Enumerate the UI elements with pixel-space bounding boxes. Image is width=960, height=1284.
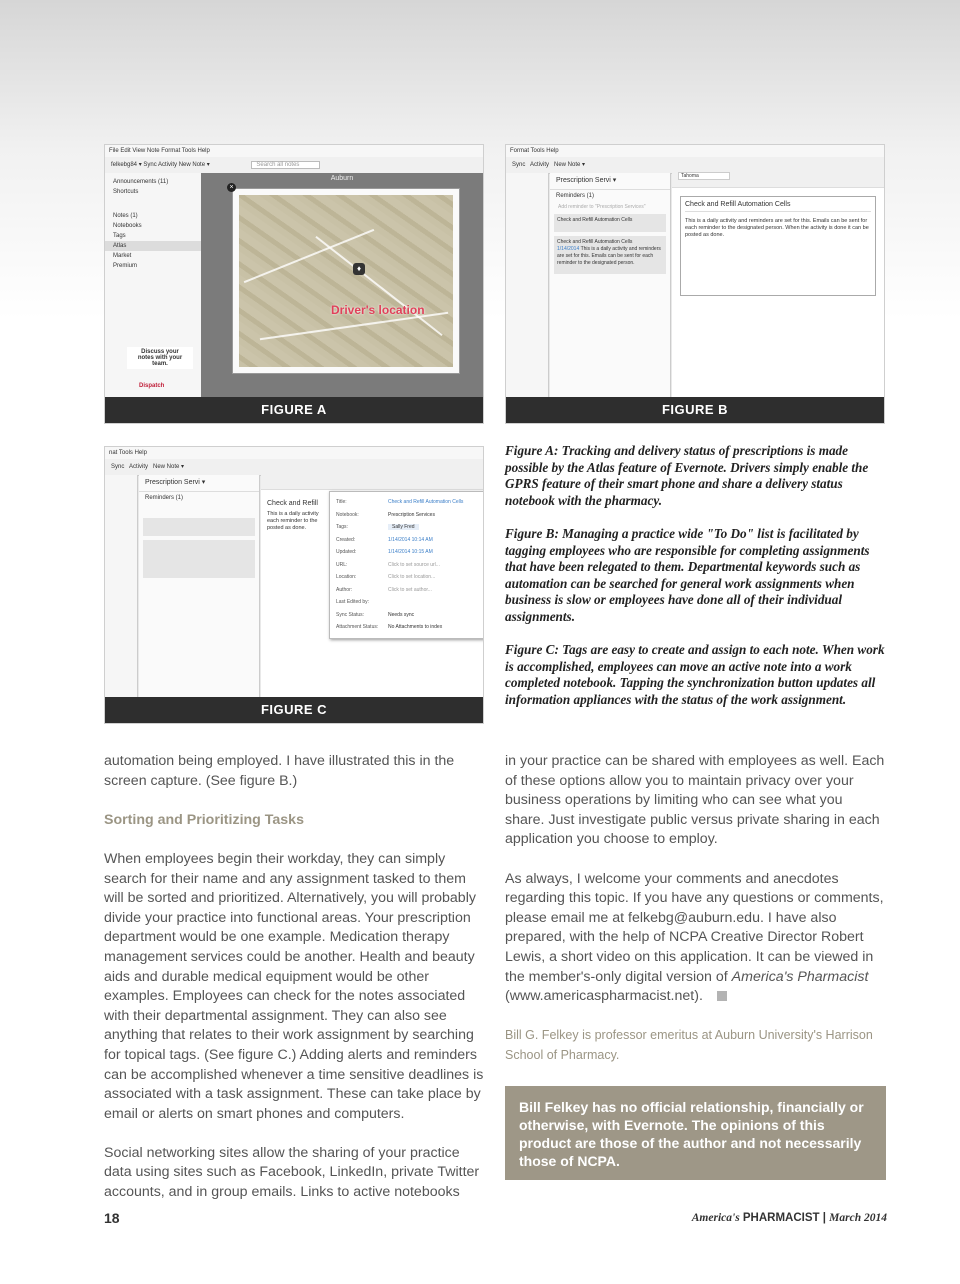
search-input[interactable]: Search all notes (251, 161, 320, 169)
map-panel (201, 173, 483, 397)
note-date: 1/14/2014 (557, 246, 580, 252)
end-mark-icon (717, 991, 727, 1001)
right-column (505, 752, 885, 1085)
info-row (336, 559, 484, 572)
info-row (336, 571, 484, 584)
info-value[interactable]: Check and Refill Automation Cells (388, 499, 464, 505)
sidebar-item[interactable]: Atlas (105, 241, 201, 251)
toolbar-label: felkebg84 ▾ Sync Activity New Note ▾ (111, 162, 210, 168)
list-item[interactable] (143, 518, 255, 536)
editor-body: This is a daily activity and reminders are set for this. Emails can be sent for each reminder to the designated person. When the activity is done it can be posted as done. (685, 218, 869, 238)
caption-figure-c: Figure C: Tags are easy to create and assign to each note. When work is accomplished, employees can move an active note into a work completed notebook. Tapping the synchronization button updates all information appliances with the status of the work assignment. (505, 642, 885, 707)
sidebar-item[interactable]: Shortcuts (113, 189, 139, 195)
body-paragraph: in your practice can be shared with employees as well. Each of these options allow you to maintain privacy over your business operations by limiting who can see what you share. Just investigate public versus private sharing in each application you choose to employ. (505, 753, 885, 848)
info-row (336, 621, 484, 634)
sidebar (105, 173, 202, 397)
info-key: Author: (336, 586, 353, 593)
running-footer (692, 1212, 887, 1224)
info-key: Notebook: (336, 511, 359, 518)
info-row (336, 509, 484, 522)
info-row (336, 609, 484, 622)
info-row (336, 596, 484, 609)
notebook-selector[interactable]: Prescription Servi ▾ (139, 475, 259, 492)
info-key: Updated: (336, 549, 357, 555)
page-number: 18 (104, 1210, 120, 1226)
section-subhead: Sorting and Prioritizing Tasks (104, 811, 304, 828)
note-info-panel (329, 491, 484, 639)
sidebar-item[interactable]: Market (113, 253, 132, 259)
info-value: No Attachments to index (388, 624, 443, 630)
note-editor (672, 173, 884, 397)
note-editor (261, 475, 483, 697)
menu-bar: nat Tools Help (105, 447, 483, 459)
body-paragraph: Social networking sites allow the sharing of your practice data using sites such as Facebook, LinkedIn, private Twitter accounts, and in group emails. Links to active notebooks (104, 1144, 480, 1201)
notebook-selector[interactable]: Prescription Servi ▾ (550, 173, 670, 190)
info-value[interactable]: Click to set location... (388, 574, 436, 580)
dispatch-label: Dispatch (139, 383, 165, 389)
sidebar-item[interactable]: Notebooks (113, 223, 142, 229)
body-text: As always, I welcome your comments and anecdotes regarding this topic. If you have any questions or comments, please email me at felkebg@auburn.edu. I have also prepared, with the help of NCPA Creative Director Robert Lewis, a short video on this application. It can be viewed in the member's-only digital version of (505, 870, 884, 985)
info-key: Title: (336, 499, 347, 505)
figure-b (505, 144, 885, 424)
info-key: URL: (336, 561, 348, 568)
info-row (336, 584, 484, 597)
list-item[interactable] (143, 540, 255, 578)
info-value: Needs sync (388, 611, 415, 618)
info-value[interactable]: Click to set source url... (388, 561, 440, 568)
note-title: Check and Refill Automation Cells (557, 217, 633, 223)
footer-separator: | (822, 1212, 826, 1224)
sidebar-item[interactable]: Tags (113, 233, 126, 239)
evernote-pin-icon[interactable]: ♦ (353, 263, 365, 275)
add-reminder-input[interactable]: Add reminder to "Prescription Services" (558, 204, 646, 210)
figure-c-label: FIGURE C (105, 697, 483, 723)
format-toolbar (261, 475, 483, 490)
reminders-header[interactable]: Reminders (1) (556, 193, 595, 199)
caption-figure-b: Figure B: Managing a practice wide "To Do" list is facilitated by tagging employees who are responsible for completing assignments that have been relegated to them. Departmental keywords such as automation can be searched for general work assignments when business is slow or employees have done all of their individual assignments. (505, 526, 870, 624)
info-row (336, 521, 484, 534)
info-value[interactable]: 1/14/2014 10:15 AM (388, 549, 433, 555)
figure-b-label: FIGURE B (506, 397, 884, 423)
body-text: (www.americaspharmacist.net). (505, 988, 703, 1005)
map[interactable] (233, 189, 459, 373)
info-row (336, 546, 484, 559)
disclosure-box: Bill Felkey has no official relationship, financially or otherwise, with Evernote. The opinions of this product are those of the author and not necessarily those of NCPA. (505, 1086, 886, 1180)
info-key: Tags: (336, 524, 348, 530)
info-row (336, 534, 484, 547)
left-strip (105, 475, 138, 697)
caption-figure-a: Figure A: Tracking and delivery status of prescriptions is made possible by the Atlas feature of Evernote. Drivers simply enable the GPRS feature of their smart phone and share a delivery status notebook with the pharmacy. (505, 443, 869, 508)
info-row (336, 496, 484, 509)
info-value[interactable]: 1/14/2014 10:14 AM (388, 536, 433, 543)
figure-captions (505, 443, 889, 725)
note-list (139, 475, 260, 697)
figure-c (104, 446, 484, 724)
note-list (550, 173, 671, 397)
author-bio: Bill G. Felkey is professor emeritus at Auburn University's Harrison School of Pharmacy. (505, 1028, 873, 1062)
info-key: Created: (336, 536, 356, 543)
figure-a (104, 144, 484, 424)
note-snippet: This is a daily activity and reminders are set for this. Emails can be sent for each reminder to the designated person. (557, 246, 661, 266)
publication-name: America's Pharmacist (731, 968, 869, 985)
map-title: Auburn (330, 175, 354, 182)
map-road (244, 229, 375, 283)
editor-title: Check and Refill Automation Cells (685, 201, 871, 212)
drivers-location-callout: Driver's location (331, 303, 425, 317)
sidebar-item[interactable]: Announcements (11) (113, 179, 169, 185)
publication-italic: America's (691, 1212, 740, 1224)
toolbar (105, 157, 483, 174)
list-item[interactable] (554, 236, 666, 274)
sidebar-item[interactable]: Notes (1) (113, 213, 138, 219)
info-value[interactable]: Prescription Services (388, 511, 435, 518)
body-paragraph (505, 870, 885, 1007)
info-key: Sync Status: (336, 611, 365, 618)
info-key: Last Edited by: (336, 599, 370, 605)
sidebar-item[interactable]: Premium (113, 263, 138, 269)
figure-a-label: FIGURE A (105, 397, 483, 423)
info-key: Location: (336, 574, 357, 580)
font-select[interactable]: Tahoma (678, 172, 730, 180)
editor-body: This is a daily activity each reminder to the posted as done. (267, 511, 319, 531)
toolbar: Sync Activity New Note ▾ (506, 157, 884, 174)
left-strip (506, 173, 549, 397)
issue-date: March 2014 (829, 1212, 887, 1224)
toolbar: Sync Activity New Note ▾ (105, 459, 483, 476)
left-column (104, 752, 484, 1222)
format-toolbar (672, 173, 884, 188)
menu-bar: File Edit View Note Format Tools Help (105, 145, 483, 157)
editor-title: Check and Refill (267, 500, 318, 507)
menu-bar: Format Tools Help (506, 145, 884, 157)
list-item[interactable] (554, 214, 666, 232)
info-value[interactable]: Click to set author... (388, 586, 432, 593)
discuss-text: Discuss your notes with your team. (127, 347, 193, 369)
close-icon[interactable]: × (227, 183, 236, 192)
info-key: Attachment Status: (336, 624, 379, 630)
note-title: Check and Refill Automation Cells (557, 239, 633, 245)
info-value[interactable]: Sally Fred (388, 524, 419, 530)
publication-caps: PHARMACIST (742, 1212, 820, 1224)
note-content[interactable] (680, 196, 876, 296)
reminders-header[interactable]: Reminders (1) (145, 495, 184, 501)
body-paragraph: When employees begin their workday, they can simply search for their name and any assignment tasked to them will be sorted and prioritized. Alternatively, you will probably divide your practice into functional areas. Your prescription department would be one example. Medication therapy management services could be another. Health and beauty aids and durable medical equipment would be other examples. Employees can check for the notes associated with their departmental assignment. They can also see anything that relates to their work assignment by searching for topical tags. (See figure C.) Adding alerts and reminders can be accomplished whenever a time sensitive deadlines is associated with a task assignment. These can take place by email or alerts on smart phones and computers. (104, 850, 484, 1122)
body-paragraph: automation being employed. I have illustrated this in the screen capture. (See figure B.) (104, 753, 455, 789)
